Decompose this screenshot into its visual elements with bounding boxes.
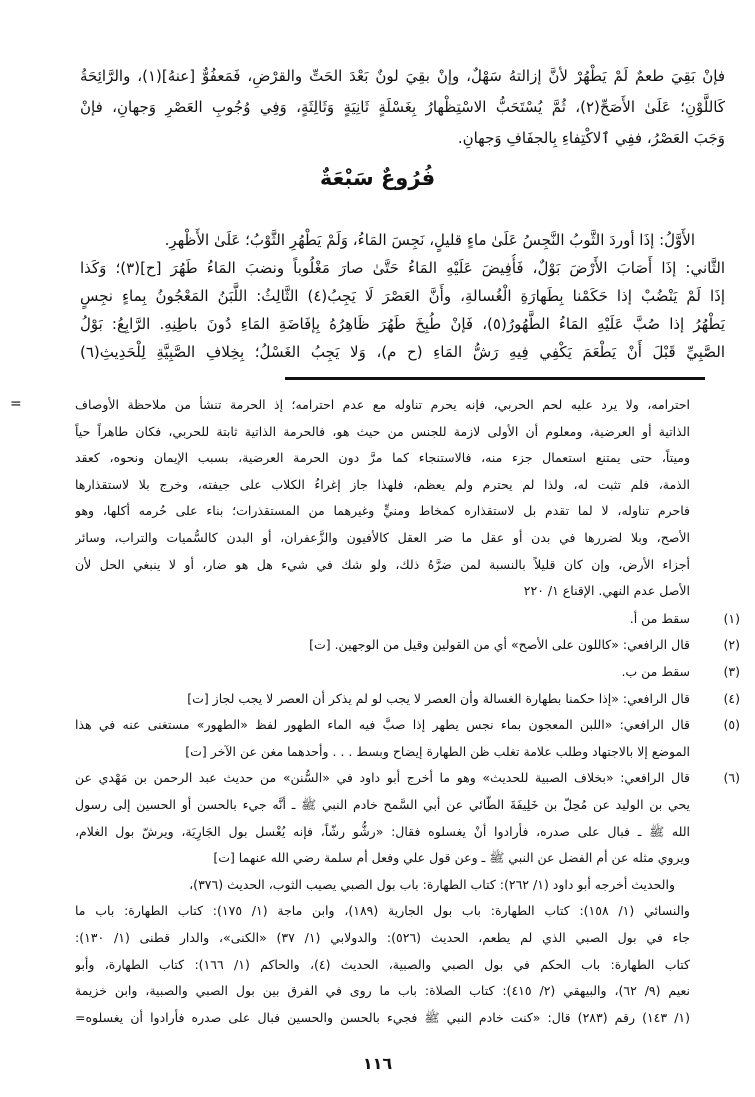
footnote-line: قال الرافعي: «بخلاف الصبية للحديث» وهو ما أخرج أبو داود في «السُّنن» من حديث عبد الرحمن بن مَهْدي عن bbox=[75, 770, 690, 785]
footnote-hadith-line: كتاب الطهارة: باب الحكم في بول الصبي والصبية، الحديث (٤)، والحاكم (١/ ١٦٦): كتاب الطهارة، وأبو bbox=[75, 957, 690, 972]
section-heading: فُرُوعٌ سَبْعَةٌ bbox=[319, 166, 436, 190]
page-number: ١١٦ bbox=[362, 1054, 393, 1073]
footnote-continuation-line: وميتاً، حتى يمتنع استعمال جزء منه، فالاستنجاء كما مرَّ دون الحرمة العرضية، بسبب الإيمان ونحوه، كعقد bbox=[75, 450, 690, 465]
footnote-hadith-line: جاء في بول الصبي الذي لم يطعم، الحديث (٥٢٦): والدولابي (١/ ٣٧) «الكنى»، والدار قطنى (١/ ١٣٠): bbox=[75, 930, 690, 945]
footnote-number: (٥) bbox=[723, 717, 740, 732]
main-text-line: الصَّبِيِّ قَبْلَ أَنْ يَطْعَمَ يَكْفِي فِيهِ رَشُّ المَاءِ (ح م)، وَلا يَجِبُ الغَسْلُ؛ بِخِلافِ الصَّبِيَّةِ لِلْحَدِيثِ(٦) bbox=[80, 343, 725, 361]
footnote-number: (٤) bbox=[723, 691, 740, 706]
main-text-line: يَطْهُرُ إذا صُبَّ عَلَيْهِ المَاءُ الطَّهُورُ(٥)، فَإنْ طُبِخَ طَهُرَ ظَاهِرُهُ بِإفَاضَةِ المَاءِ دُونَ باطِنِهِ. الرَّابِعُ: بَوْلُ bbox=[80, 315, 725, 333]
footnote-hadith-line: نعيم (٩/ ٦٢)، والبيهقي (٢/ ٤١٥): كتاب الصلاة: باب ما روى في الفرق بين بول الصبي والصبية، وابن خزيمة bbox=[75, 983, 690, 998]
footnote-hadith-line: والنسائي (١/ ١٥٨): كتاب الطهارة: باب بول الجارية (١٨٩)، وابن ماجة (١/ ١٧٥): كتاب الطهارة: باب ما bbox=[75, 903, 690, 918]
footnote-continuation-line: الأصح، وبلا لضررها في بدن أو عقل ما ضر العقل كالأفيون والزَّعفران، أو البدن كالسُّميات والتراب، وسائر bbox=[75, 530, 690, 545]
footnote-line: يحي بن الوليد عن مُحِلّ بن خَلِيفَةَ الطّائي عن أبي السَّمح خادم النبي ﷺ ـ أنَّه جيء بالحسن أو الحسين إلى رسول bbox=[75, 797, 690, 812]
footnote-separator-rule bbox=[285, 377, 705, 380]
footnote-line: ويروي مثله عن أم الفضل عن النبي ﷺ ـ وعن قول علي وفعل أم سلمة رضي الله عنهما [ت] bbox=[213, 850, 690, 865]
footnote-continuation-line: الأصل عدم النهي. الإقناع ١/ ٢٢٠ bbox=[523, 583, 690, 598]
footnote-hadith-line: والحديث أخرجه أبو داود (١/ ٢٦٢): كتاب الطهارة: باب بول الصبي يصيب الثوب، الحديث (٣٧٦)، bbox=[189, 877, 675, 892]
footnote-line: قال الرافعي: «اللبن المعجون بماء نجس يطهر إذا صبَّ فيه الماء الطهور لفظ «الطهور» مستغنى عنه في هذا bbox=[75, 717, 690, 732]
footnote-line: الموضع إلا بالاجتهاد وطلب علامة تغلب ظن الطهارة إيضاح وبسط . . . وأحدهما مغن عن الآخر [ت] bbox=[185, 744, 690, 759]
footnote-continuation-line: أجزاء الأرض، وإن كان قليلاً بالنسبة لمن ضرَّهُ ذلك، ولو شك في شيء هل هو ضار، أو لا ينبغي الحل لأن bbox=[75, 557, 690, 572]
footnote-hadith-line: (١/ ١٤٣) رقم (٢٨٣) قال: «كنت خادم النبي ﷺ فجيء بالحسن والحسين فبال على صدره فأرادوا أن يغسلوه= bbox=[75, 1010, 690, 1025]
main-text-line: فإنْ بَقِيَ طعمٌ لَمْ يَطْهُرْ لأنَّ إزالتهُ سَهْلٌ، وإنْ بقِيَ لونٌ بَعْدَ الحَتِّ والقرْضِ، فَمَعفُوٌّ [عنهُ](١)، والرَّائِحَةُ bbox=[80, 67, 725, 85]
footnote-continuation-mark: = bbox=[10, 396, 22, 412]
main-text-line: إذَا لَمْ يَنْضُبْ إذا حَكَمْنا بِطَهارَةِ الْغُسالةِ، وأَنَّ العَصْرَ لَا يَجِبُ(٤) الثَّالِثُ: اللَّبَنُ المَعْجُونُ بِماءٍ نجِسٍ bbox=[80, 287, 725, 305]
main-text-line: الأَوَّلُ: إذَا أوردَ الثَّوبُ النَّجِسُ عَلَىٰ ماءٍ قليلٍ، نَجِسَ المَاءُ، وَلَمْ يَطْهُرِ الثَّوْبُ؛ عَلَىٰ الأَظْهرِ. bbox=[164, 231, 695, 249]
footnote-line: الله ﷺ ـ فبال على صدره، فأرادوا أنْ يغسلوه فقال: «رشُّو رشّاً، فإنه يُغْسل بول الجَارِيَة، ويرشّ بول الغلام، bbox=[75, 824, 690, 839]
footnote-number: (١) bbox=[723, 611, 740, 626]
footnote-line: سقط من أ. bbox=[629, 611, 690, 626]
footnote-continuation-line: فاحرم تناوله، لا لما تقدم بل لاستقذاره كمخاط ومنيٍّ وغيرهما من المستقذرات؛ بناء على حُرمه أكلها، وهو bbox=[75, 503, 690, 518]
footnote-line: سقط من ب. bbox=[621, 664, 690, 679]
main-text-line: كَاللَّوْنِ؛ عَلَىٰ الأَصَحِّ(٢)، ثُمَّ يُسْتَحَبُّ الاسْتِظْهارُ بِغَسْلَةٍ ثَانِيَةٍ وَثَالِثَةٍ، وَفِي وُجُوبِ العَصْرِ وَجهانِ، فإنْ bbox=[80, 98, 725, 116]
footnote-continuation-line: الذمة، فلم تثبت له، ولذا لم يحترم ولم يعظم، فلهذا جاز إغراءُ الكلاب على جيفته، وخرج بلا لاستقذارها bbox=[75, 477, 690, 492]
main-text-line: الثَّاني: إذَا أَصَابَ الأَرْضَ بَوْلٌ، فَأُفِيضَ عَلَيْهِ المَاءُ حَتَّىٰ صارَ مَغْلُوباً ونضبَ المَاءُ طَهُرَ [ح](٣)؛ وَكَذا bbox=[80, 259, 725, 277]
footnote-number: (٣) bbox=[723, 664, 740, 679]
footnote-number: (٦) bbox=[723, 770, 740, 785]
footnote-continuation-line: احترامه، ولا يرد عليه لحم الحربي، فإنه يحرم تناوله مع عدم احترامه؛ إذ الحرمة تنشأ من ملاحظة الأوصاف bbox=[75, 397, 690, 412]
main-text-line: وَجَبَ العَصْرُ، ففِي ٱلاكْتِفاءِ بِالجفَافِ وَجهانِ. bbox=[457, 129, 725, 147]
footnote-line: قال الرافعي: «كاللون على الأصح» أي من القولين وقيل من الوجهين. [ت] bbox=[309, 637, 690, 652]
footnote-line: قال الرافعي: «إذا حكمنا بطهارة الغسالة وأن العصر لا يجب لو لم يذكر أن العصر لا يجب لجاز [ت] bbox=[187, 691, 690, 706]
footnote-number: (٢) bbox=[723, 637, 740, 652]
footnote-continuation-line: الذاتية أو العرضية، ومعلوم أن الأولى لازمة للجنس من حيث هو، فالحرمة الذاتية ثابتة للحربي، فكان طاهراً حياً bbox=[75, 424, 690, 439]
